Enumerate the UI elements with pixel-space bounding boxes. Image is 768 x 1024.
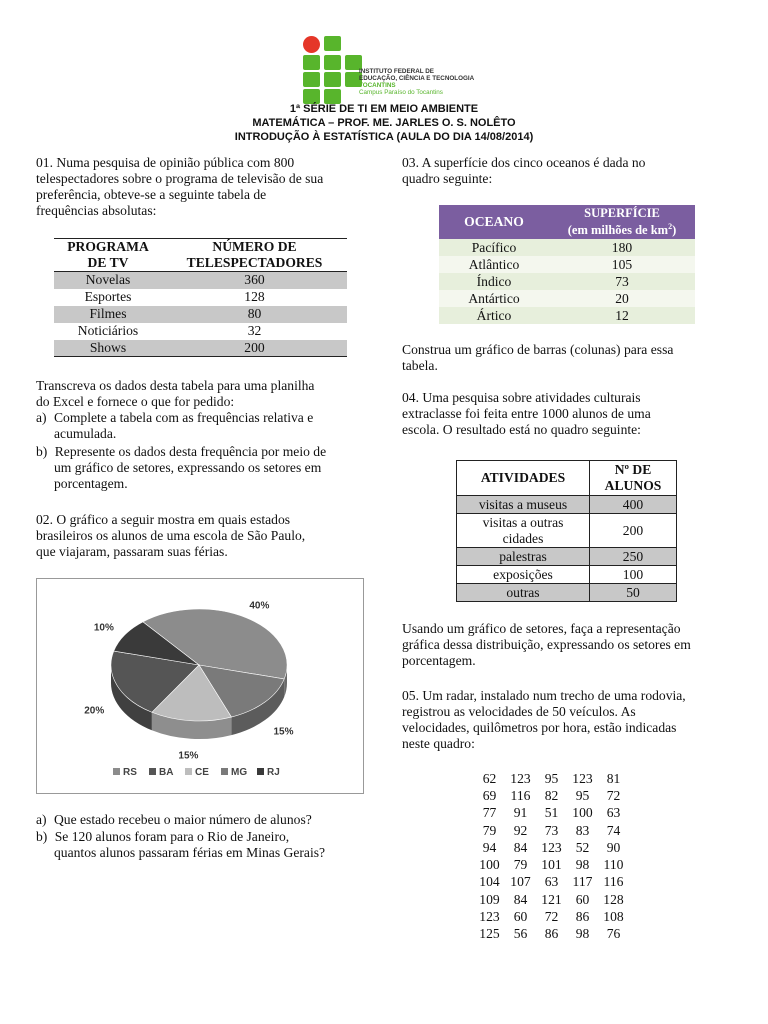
speed-value: 83 (575, 822, 590, 838)
speed-value: 63 (544, 874, 559, 890)
table-row: Antártico 20 (439, 290, 695, 307)
header-teacher: MATEMÁTICA – PROF. ME. JARLES O. S. NOLÊTO (252, 117, 516, 129)
speed-value: 51 (544, 805, 559, 821)
table-row (474, 874, 629, 891)
speed-value: 52 (575, 839, 590, 855)
pie-label-ba: 20% (84, 705, 105, 717)
question-4-instruction: Usando um gráfico de setores, faça a representação gráfica dessa distribuição, expressando os setores em porcentagem. (402, 621, 691, 668)
table-row: Ártico 12 (439, 307, 695, 324)
speed-value: 72 (606, 787, 621, 803)
table-row (474, 891, 629, 908)
table-row: exposições 100 (457, 566, 677, 584)
header-course: 1ª SÉRIE DE TI EM MEIO AMBIENTE (289, 103, 479, 115)
speed-value: 62 (482, 770, 497, 786)
table-header-students: Nº DE ALUNOS (590, 461, 677, 496)
speed-value: 84 (513, 839, 528, 855)
legend-label-rs: RS (123, 767, 137, 778)
speed-value: 104 (479, 874, 500, 890)
pie-chart-svg (37, 579, 363, 793)
pie-label-rs: 40% (249, 600, 270, 612)
speed-value: 79 (513, 857, 528, 873)
speed-value: 69 (482, 787, 497, 803)
question-3-instruction: Construa um gráfico de barras (colunas) para essa tabela. (402, 342, 674, 373)
table-row: Filmes 80 (54, 306, 347, 323)
speed-value: 72 (544, 909, 559, 925)
question-2-item-a: a) Que estado recebeu o maior número de alunos? (36, 812, 312, 827)
legend-swatch-ba (149, 768, 156, 775)
ocean-table (439, 205, 695, 324)
speed-value: 123 (572, 770, 593, 786)
pie-label-rj: 10% (93, 622, 114, 634)
speed-value: 98 (575, 857, 590, 873)
table-header-ocean: OCEANO (439, 205, 549, 239)
speed-value: 108 (603, 909, 624, 925)
table-header-program: PROGRAMA DE TV (67, 239, 149, 270)
question-1-text: 01. Numa pesquisa de opinião pública com 800 telespectadores sobre o programa de televisão de sua preferência, obteve-se a seguinte tabela de frequências absolutas: (36, 155, 324, 218)
speed-value: 116 (603, 874, 624, 890)
speed-value: 63 (606, 805, 621, 821)
legend-label-rj: RJ (267, 767, 280, 778)
table-row: Noticiários 32 (77, 323, 262, 338)
speed-value: 56 (513, 926, 528, 942)
speed-value: 110 (603, 857, 624, 873)
speed-value: 74 (606, 822, 621, 838)
speed-value: 100 (572, 805, 593, 821)
table-row: visitas a museus 400 (457, 496, 677, 514)
speed-value: 92 (513, 822, 528, 838)
table-row: Atlântico 105 (439, 256, 695, 273)
table-row (474, 805, 629, 822)
institution-logo (303, 36, 478, 106)
speed-value: 77 (482, 805, 497, 821)
tv-frequency-table (54, 238, 347, 357)
speed-value: 128 (603, 891, 624, 907)
speed-value: 107 (510, 874, 531, 890)
legend-swatch-ce (185, 768, 192, 775)
logo-red-dot (303, 36, 320, 53)
speed-value: 94 (482, 839, 497, 855)
question-3-text: 03. A superfície dos cinco oceanos é dada no quadro seguinte: (402, 155, 646, 186)
speed-value: 117 (572, 874, 593, 890)
table-row: Novelas 360 (54, 272, 347, 289)
speed-value: 76 (606, 926, 621, 942)
legend-swatch-rj (257, 768, 264, 775)
question-1-item-b: b) Represente os dados desta frequência por meio de um gráfico de setores, expressando os setores em porcentagem. (36, 444, 327, 491)
table-row (474, 839, 629, 856)
speed-value: 84 (513, 891, 528, 907)
question-5-text: 05. Um radar, instalado num trecho de uma rodovia, registrou as velocidades de 50 veículos. As velocidades, quilômetros por hora, estão indicadas neste quadro: (402, 688, 686, 751)
legend-label-ce: CE (195, 767, 209, 778)
speed-value: 98 (575, 926, 590, 942)
legend-swatch-mg (221, 768, 228, 775)
table-row: Shows 200 (54, 340, 347, 357)
table-row (474, 908, 629, 925)
speed-value: 121 (541, 891, 562, 907)
table-row: outras 50 (457, 584, 677, 602)
table-row (474, 926, 629, 943)
header-lesson: INTRODUÇÃO À ESTATÍSTICA (AULA DO DIA 14/08/2014) (234, 131, 534, 143)
speed-value: 123 (479, 909, 500, 925)
speed-value: 86 (544, 926, 559, 942)
table-row: Esportes 128 (84, 289, 265, 304)
speed-value: 90 (606, 839, 621, 855)
question-4-text: 04. Uma pesquisa sobre atividades culturais extraclasse foi feita entre 1000 alunos de uma escola. O resultado está no quadro seguinte: (402, 390, 651, 437)
speed-value: 123 (541, 839, 562, 855)
speed-value: 123 (510, 770, 531, 786)
speed-value: 82 (544, 787, 559, 803)
speed-value: 60 (513, 909, 528, 925)
pie-label-mg: 15% (273, 726, 294, 738)
question-2-item-b: b) Se 120 alunos foram para o Rio de Janeiro, quantos alunos passaram férias em Minas Gerais? (36, 829, 326, 860)
speed-value: 100 (479, 857, 500, 873)
table-row: palestras 250 (457, 548, 677, 566)
activities-table (456, 460, 677, 602)
table-row (474, 856, 629, 873)
speed-value: 60 (575, 891, 590, 907)
question-1-instructions: Transcreva os dados desta tabela para uma planilha do Excel e fornece o que for pedido: (36, 378, 315, 409)
table-row (474, 787, 629, 804)
legend-label-mg: MG (231, 767, 248, 778)
speed-value: 125 (479, 926, 500, 942)
table-row (474, 770, 629, 787)
speed-value: 101 (541, 857, 562, 873)
legend-swatch-rs (113, 768, 120, 775)
speed-value: 95 (544, 770, 559, 786)
question-1-item-a: a) Complete a tabela com as frequências relativa e acumulada. (36, 410, 314, 441)
table-row: visitas a outras cidades 200 (457, 514, 677, 548)
table-header-surface: SUPERFÍCIE (em milhões de $km^2$) (549, 205, 695, 239)
speed-value: 86 (575, 909, 590, 925)
speed-value: 73 (544, 822, 559, 838)
table-row: Pacífico 180 (439, 239, 695, 256)
question-2-text: 02. O gráfico a seguir mostra em quais estados brasileiros os alunos de uma escola de São Paulo, que viajaram, passaram suas férias. (36, 512, 306, 559)
radar-speed-table (474, 770, 629, 943)
speed-value: 79 (482, 822, 497, 838)
speed-value: 95 (575, 787, 590, 803)
speed-value: 116 (510, 787, 531, 803)
table-row (474, 822, 629, 839)
legend-label-ba: BA (159, 767, 174, 778)
pie-label-ce: 15% (178, 750, 199, 762)
pie-chart (36, 578, 364, 794)
speed-value: 91 (513, 805, 528, 821)
table-row: Índico 73 (439, 273, 695, 290)
speed-value: 109 (479, 891, 500, 907)
table-header-activities: ATIVIDADES (457, 461, 590, 496)
table-header-viewers: NÚMERO DE TELESPECTADORES (186, 239, 323, 270)
institution-name: INSTITUTO FEDERAL DE EDUCAÇÃO, CIÊNCIA E TECNOLOGIA TOCANTINS Campus Paraíso do Tocantins (359, 68, 475, 96)
speed-value: 81 (606, 770, 621, 786)
